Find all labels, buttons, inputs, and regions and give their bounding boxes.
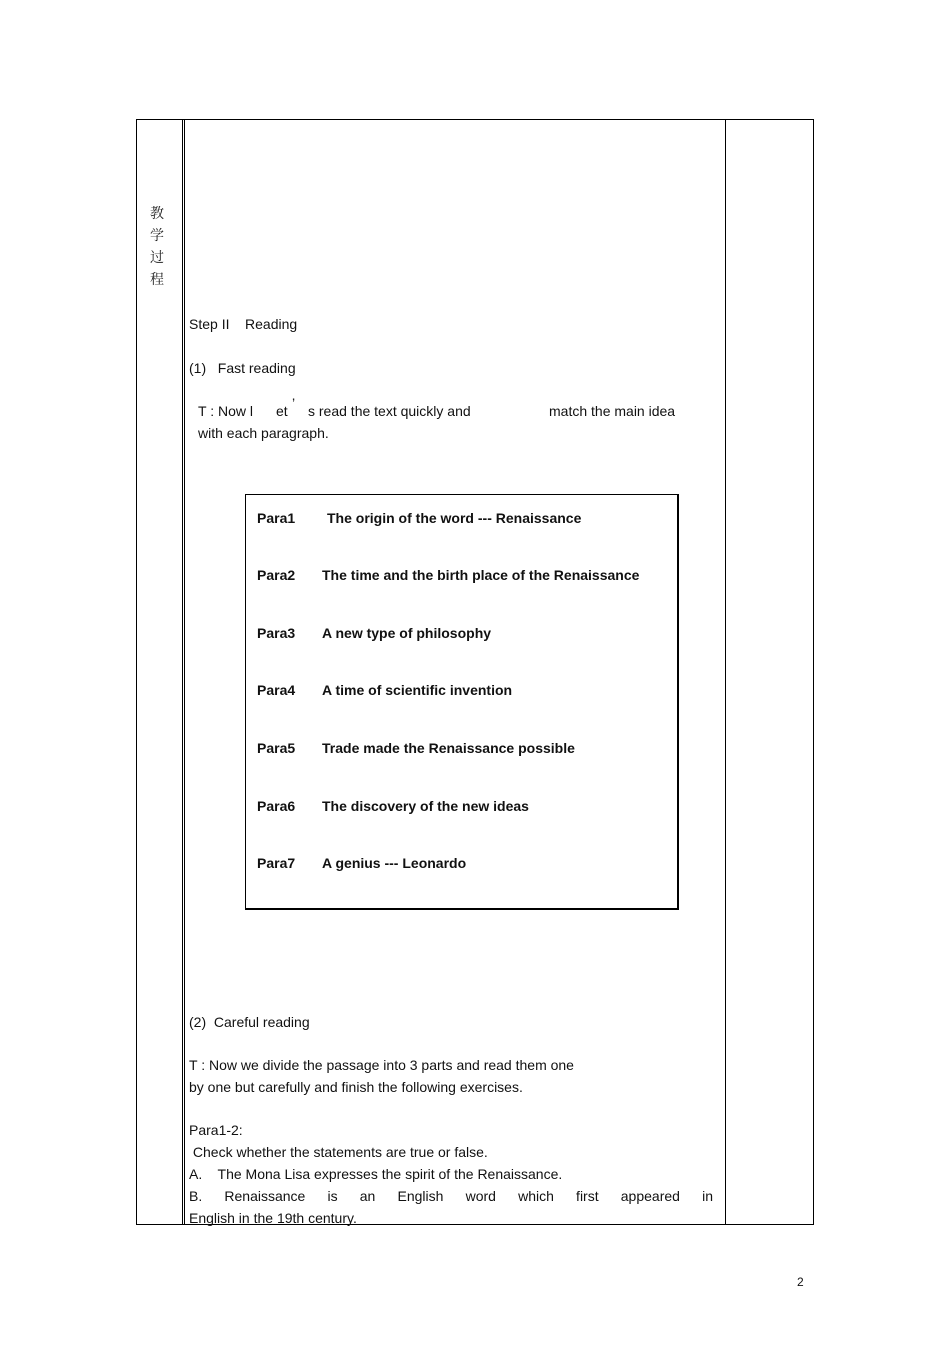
side-label-char: 教 bbox=[150, 206, 164, 222]
paragraph-label: Para3 bbox=[257, 625, 296, 641]
paragraph-idea: A time of scientific invention bbox=[322, 682, 513, 698]
paragraph-main-idea-box bbox=[245, 494, 679, 910]
careful-reading-instruction-line-2: by one but carefully and finish the following exercises. bbox=[189, 1079, 523, 1095]
instruction-part: match the main idea bbox=[549, 403, 676, 419]
paragraph-idea: Trade made the Renaissance possible bbox=[322, 740, 575, 756]
instruction-line-2: with each paragraph. bbox=[198, 425, 329, 441]
side-label-char: 学 bbox=[150, 228, 164, 244]
side-label-teaching-process bbox=[148, 203, 166, 291]
paragraph-idea: A new type of philosophy bbox=[322, 625, 492, 641]
paragraph-idea: The discovery of the new ideas bbox=[322, 798, 529, 814]
careful-reading-heading: (2) Careful reading bbox=[189, 1014, 310, 1030]
side-label-char: 过 bbox=[150, 250, 164, 266]
step-heading: Step II Reading bbox=[189, 316, 298, 332]
paragraph-idea: The time and the birth place of the Renaissance bbox=[322, 567, 640, 583]
page-number: 2 bbox=[797, 1275, 804, 1289]
statement-b-line-2: English in the 19th century. bbox=[189, 1210, 357, 1226]
instruction-part: T : Now l bbox=[198, 403, 253, 419]
paragraph-label: Para4 bbox=[257, 682, 296, 698]
instruction-part: s read the text quickly and bbox=[308, 403, 471, 419]
paragraph-label: Para1 bbox=[257, 510, 296, 526]
side-label-char: 程 bbox=[150, 272, 164, 288]
paragraph-label: Para6 bbox=[257, 798, 296, 814]
paragraph-idea: The origin of the word --- Renaissance bbox=[327, 510, 582, 526]
instruction-apostrophe: ’ bbox=[292, 395, 296, 411]
statement-a: A. The Mona Lisa expresses the spirit of the Renaissance. bbox=[189, 1166, 563, 1182]
instruction-part: et bbox=[276, 403, 288, 419]
true-false-task: Check whether the statements are true or false. bbox=[189, 1144, 488, 1160]
paragraph-label: Para7 bbox=[257, 855, 296, 871]
careful-reading-instruction-line-1: T : Now we divide the passage into 3 parts and read them one bbox=[189, 1057, 574, 1073]
paragraph-label: Para5 bbox=[257, 740, 296, 756]
statement-b-line-1: B. Renaissance is an English word which first appeared in bbox=[189, 1188, 713, 1204]
paragraph-idea: A genius --- Leonardo bbox=[322, 855, 467, 871]
table-divider-left bbox=[182, 120, 183, 1224]
fast-reading-heading: (1) Fast reading bbox=[189, 360, 296, 376]
table-divider-right bbox=[725, 120, 726, 1224]
section-label: Para1-2: bbox=[189, 1122, 243, 1138]
table-divider-left-inner bbox=[184, 120, 185, 1224]
paragraph-label: Para2 bbox=[257, 567, 296, 583]
